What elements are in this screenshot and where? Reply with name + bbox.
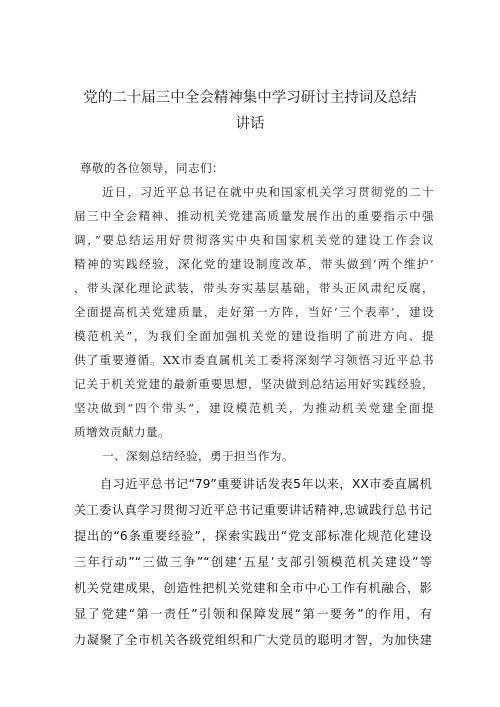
paragraph-line: 届三中全会精神、推动机关党建高质量发展作出的重要指示中强 — [74, 209, 434, 223]
paragraph-line: 提出的“6条重要经验”，探索实践出“党支部标准化规范化建设 — [74, 529, 432, 543]
paragraph-line: 全面提高机关党建质量，走好第一方阵，当好‘三个表率’，建设 — [74, 305, 434, 319]
paragraph-line: 三年行动”“三做三争”“创建‘五星’支部引领模范机关建设”等 — [74, 555, 432, 569]
section-heading: 一、深刻总结经验，勇于担当作为。 — [102, 449, 294, 463]
paragraph-line: 显了党建“第一责任”引领和保障发展“第一要务”的作用，有 — [74, 607, 432, 621]
document-title: 党的二十届三中全会精神集中学习研讨主持词及总结 — [83, 90, 417, 106]
paragraph-line: 质增效贡献力量。 — [74, 425, 170, 439]
paragraph-line: 坚决做到“四个带头”，建设模范机关，为推动机关党建全面提 — [74, 401, 434, 415]
paragraph-line: 关工委认真学习贯彻习近平总书记重要讲话精神,忠诚践行总书记 — [74, 503, 432, 517]
paragraph-line: 模范机关”，为我们全面加强机关党的建设指明了前进方向、提 — [74, 329, 434, 343]
document-title-continued: 讲话 — [235, 116, 265, 132]
paragraph-line: 精神的实践经验，深化党的建设制度改革，带头做到‘两个维护’ — [74, 257, 434, 271]
paragraph-line: ，带头深化理论武装，带头夯实基层基础，带头正风肃纪反腐， — [74, 281, 434, 295]
salutation: 尊敬的各位领导，同志们： — [80, 161, 224, 175]
paragraph-line: 供了重要遵循。XX市委直属机关工委将深刻学习领悟习近平总书 — [74, 353, 434, 367]
paragraph-line: 近日，习近平总书记在就中央和国家机关学习贯彻党的二十 — [102, 185, 434, 199]
paragraph-line: 自习近平总书记“79”重要讲话发表5年以来，XX市委直属机 — [100, 477, 432, 491]
paragraph-line: 调，”要总结运用好贯彻落实中央和国家机关党的建设工作会议 — [74, 233, 434, 247]
paragraph-line: 机关党建成果，创造性把机关党建和全市中心工作有机融合，影 — [74, 581, 432, 595]
paragraph-line: 记关于机关党建的最新重要思想，坚决做到总结运用好实践经验， — [74, 377, 434, 391]
paragraph-line: 力凝聚了全市机关各级党组织和广大党员的聪明才智，为加快建 — [74, 633, 432, 647]
